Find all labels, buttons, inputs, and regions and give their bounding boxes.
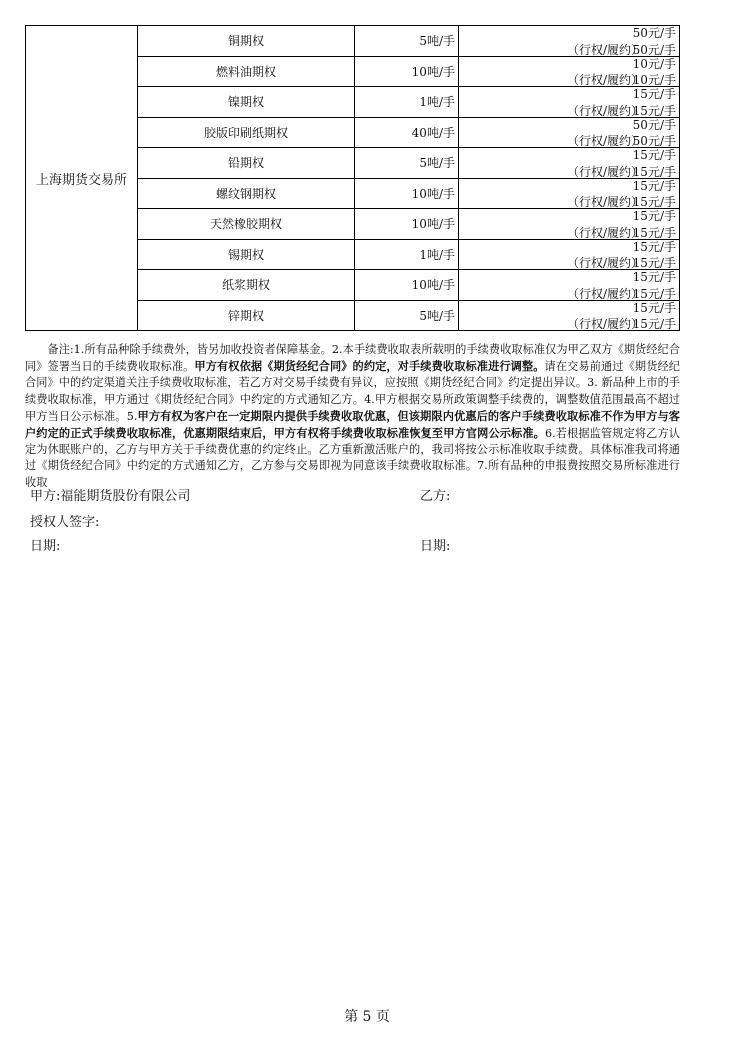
product-name: 胶版印刷纸期权 (138, 117, 355, 148)
fee-table (25, 25, 680, 331)
exercise-note: （行权/履约） (566, 103, 643, 118)
exercise-fee: 10元/手 (632, 73, 676, 87)
exercise-note: （行权/履约） (566, 195, 643, 209)
exercise-fee: 15元/手 (632, 195, 676, 209)
date-a: 日期: (30, 539, 61, 554)
notes-bold-2: 甲方有权为客户在一定期限内提供手续费收取优惠，但该期限内优惠后的客户手续费收取标准不作为甲方与客户约定的正式手续费收取标准，优惠期限结束后，甲方有权将手续费收取标准恢复至甲方官网公示标准。 (25, 408, 680, 441)
contract-unit: 10吨/手 (355, 56, 459, 87)
exercise-fee: 15元/手 (632, 286, 676, 301)
notes-text-3: 6.若根据监管规定将乙方认定为休眠账户的，乙方与甲方关于手续费优惠的约定终止。乙方重新激活账户的，我司将按公示标准收取手续费。具体标准我司将通过《期货经纪合同》中约定的方式通知乙方，乙方参与交易即视为同意该手续费收取标准。7.所有品种的申报费按照交易所标准进行收取 (25, 427, 680, 489)
notes-paragraph (25, 342, 680, 491)
trade-fee: 50元/手 (632, 26, 676, 40)
product-name: 镍期权 (138, 87, 355, 118)
fee-cell (459, 26, 680, 57)
exercise-fee: 15元/手 (632, 164, 676, 179)
product-name: 螺纹钢期权 (138, 178, 355, 209)
exercise-fee: 50元/手 (632, 134, 676, 148)
party-a: 甲方:福能期货股份有限公司 (30, 489, 191, 504)
exercise-fee: 50元/手 (632, 42, 676, 57)
contract-unit: 10吨/手 (355, 178, 459, 209)
exercise-fee: 15元/手 (632, 103, 676, 118)
notes-text-2: 请在交易前通过《期货经纪合同》中的约定渠道关注手续费收取标准，若乙方对交易手续费有异议，应按照《期货经纪合同》约定提出异议。3. 新品种上市的手续费收取标准，甲方通过《期货经纪合同》中约定的方式通知乙方。4.甲方根据交易所政策调整手续费的，调整数值范围最高不超过甲方当日公示标准。5. (25, 360, 680, 423)
product-name: 铅期权 (138, 148, 355, 179)
product-name: 纸浆期权 (138, 270, 355, 301)
fee-cell (459, 239, 680, 270)
authorized-signature: 授权人签字: (30, 515, 100, 530)
trade-fee: 10元/手 (632, 56, 676, 71)
trade-fee: 15元/手 (632, 87, 676, 101)
exercise-note: （行权/履约） (566, 225, 643, 240)
exchange-name: 上海期货交易所 (26, 26, 138, 331)
fee-cell (459, 209, 680, 240)
contract-unit: 5吨/手 (355, 300, 459, 331)
contract-unit: 5吨/手 (355, 26, 459, 57)
exercise-fee: 15元/手 (632, 317, 676, 331)
fee-cell (459, 300, 680, 331)
trade-fee: 15元/手 (632, 178, 676, 193)
trade-fee: 15元/手 (632, 270, 676, 284)
contract-unit: 5吨/手 (355, 148, 459, 179)
fee-cell (459, 270, 680, 301)
contract-unit: 10吨/手 (355, 270, 459, 301)
fee-cell (459, 87, 680, 118)
product-name: 铜期权 (138, 26, 355, 57)
exercise-note: （行权/履约） (566, 73, 643, 87)
page-number: 第 5 页 (344, 1009, 390, 1025)
fee-cell (459, 148, 680, 179)
notes-bold-1: 甲方有权依据《期货经纪合同》的约定，对手续费收取标准进行调整。 (194, 359, 545, 374)
trade-fee: 15元/手 (632, 300, 676, 315)
exercise-note: （行权/履约） (566, 42, 643, 57)
trade-fee: 15元/手 (632, 148, 676, 162)
trade-fee: 50元/手 (632, 117, 676, 132)
exercise-note: （行权/履约） (566, 256, 643, 270)
product-name: 锡期权 (138, 239, 355, 270)
exercise-note: （行权/履约） (566, 286, 643, 301)
contract-unit: 1吨/手 (355, 239, 459, 270)
exercise-note: （行权/履约） (566, 134, 643, 148)
exercise-fee: 15元/手 (632, 256, 676, 270)
exercise-note: （行权/履约） (566, 164, 643, 179)
exercise-fee: 15元/手 (632, 225, 676, 240)
fee-cell (459, 56, 680, 87)
product-name: 锌期权 (138, 300, 355, 331)
contract-unit: 1吨/手 (355, 87, 459, 118)
contract-unit: 10吨/手 (355, 209, 459, 240)
contract-unit: 40吨/手 (355, 117, 459, 148)
product-name: 燃料油期权 (138, 56, 355, 87)
notes-text-1: 备注:1.所有品种除手续费外，皆另加收投资者保障基金。2.本手续费收取表所载明的手续费收取标准仅为甲乙双方《期货经纪合同》签署当日的手续费收取标准。 (25, 343, 680, 374)
exercise-note: （行权/履约） (566, 317, 643, 331)
product-name: 天然橡胶期权 (138, 209, 355, 240)
fee-cell (459, 178, 680, 209)
trade-fee: 15元/手 (632, 209, 676, 223)
fee-cell (459, 117, 680, 148)
party-b: 乙方: (420, 489, 451, 504)
date-b: 日期: (420, 539, 451, 554)
table-row (26, 26, 680, 57)
trade-fee: 15元/手 (632, 239, 676, 254)
